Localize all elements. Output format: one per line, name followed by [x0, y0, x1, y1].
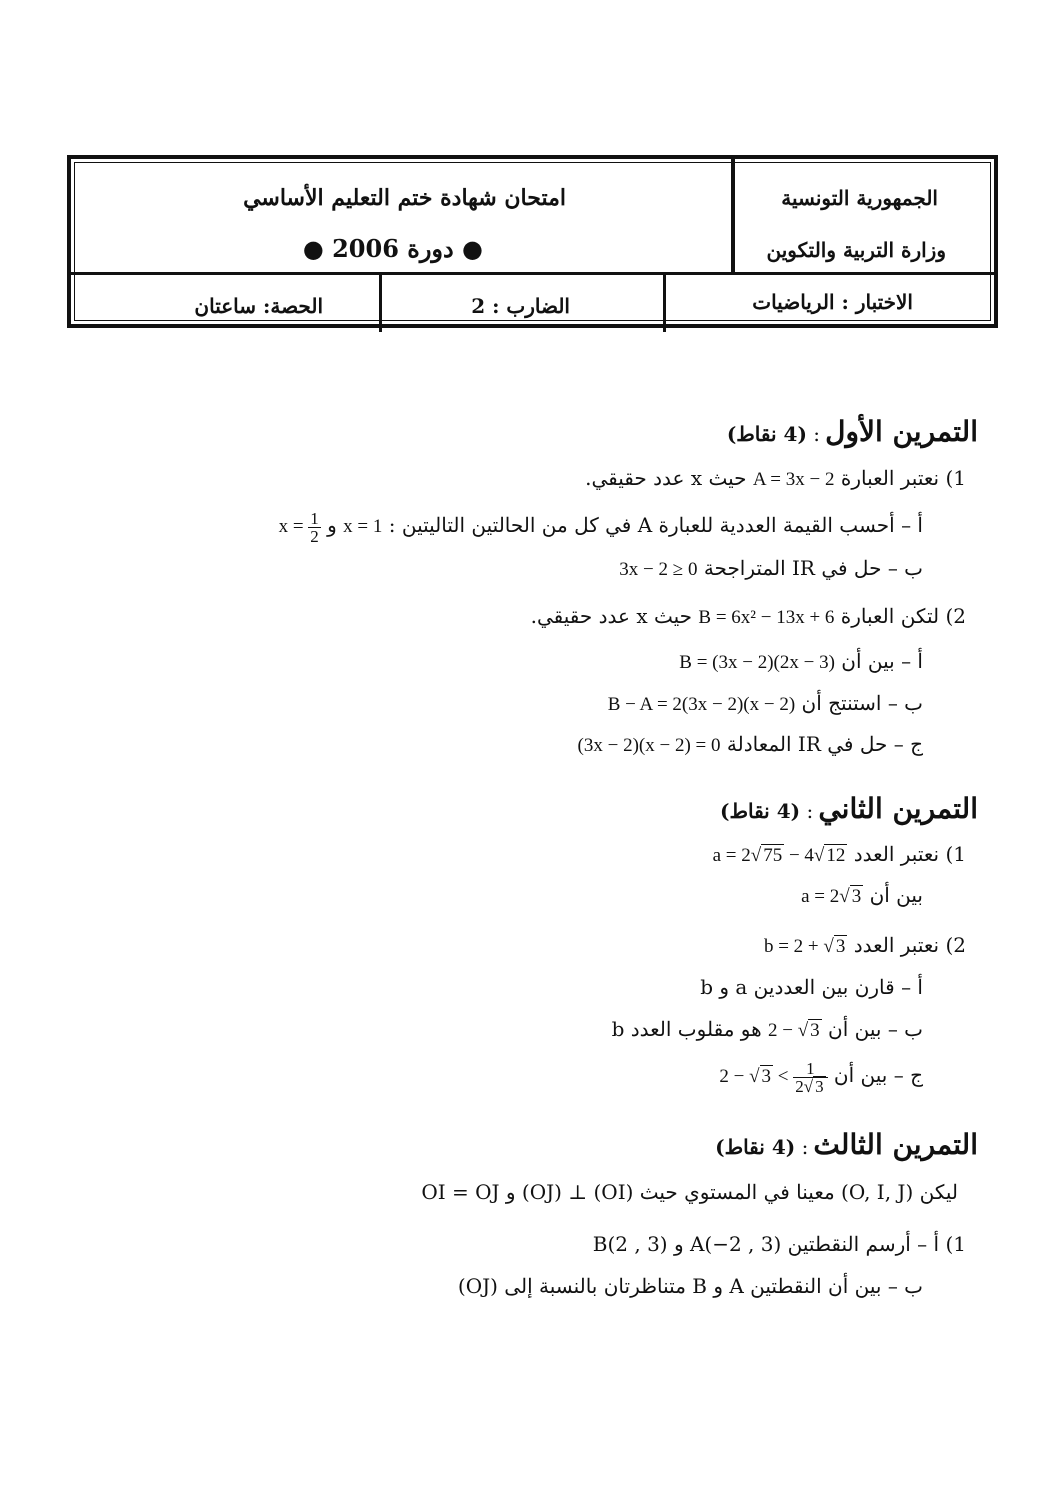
ex1-q2-num: 2) — [945, 604, 966, 628]
bullet-icon: ● — [302, 234, 333, 263]
ex1-q2: 2) لتكن العبارة B = 6x² − 13x + 6 حيث x عدد حقيقي. — [530, 604, 966, 628]
ex2-title: التمرين الثاني — [818, 792, 978, 825]
ex2-q1-expr: a = 2√ 75 − 4√ 12 — [712, 845, 846, 866]
ex2-q2c-expr: 2 − √ 3 < $\frac{1}{2√ 3}$ — [719, 1066, 827, 1087]
ex1-q1: 1) نعتبر العبارة A = 3x − 2 حيث x عدد حقيقي. — [585, 466, 966, 490]
ex3-q1b: ب – بين أن النقطتين A و B متناظرتان بالنسبة إلى (OJ) — [457, 1274, 923, 1298]
subject-label: الاختبار : الرياضيات — [752, 290, 913, 314]
header-divider-v2 — [379, 274, 382, 332]
ex1-q1a-frac-expr: x = $\frac{1}{2}$ — [278, 509, 319, 546]
ex2-q1: 1) نعتبر العدد a = 2√ 75 − 4√ 12 — [712, 842, 966, 866]
ex2-heading: التمرين الثاني : (4 نقاط) — [720, 792, 978, 825]
ex1-q2b: ب – استنتج أن B − A = 2(3x − 2)(x − 2) — [607, 691, 923, 715]
fraction: $\frac{1}{2√ 3}$ — [793, 1060, 827, 1095]
ex1-q1-expr: A = 3x − 2 — [752, 469, 835, 490]
ex3-intro: ليكن (O, I, J) معينا في المستوي حيث (OI) ⊥ (OJ) و OI = OJ — [421, 1180, 958, 1204]
ex3-heading: التمرين الثالث : (4 نقاط) — [715, 1128, 978, 1161]
ex1-q1a: أ – أحسب القيمة العددية للعبارة A في كل من الحالتين التاليتين : x = 1 و x = $\frac{1}{2}$ — [278, 509, 923, 546]
republic-label: الجمهورية التونسية — [781, 186, 938, 210]
duration-label: الحصة: ساعتان — [194, 294, 323, 318]
bullet-icon: ● — [453, 234, 483, 263]
coefficient-label: الضارب : 2 — [471, 294, 570, 318]
ex1-heading: التمرين الأول : (4 نقاط) — [726, 415, 978, 448]
ex3-q1a: 1) أ – أرسم النقطتين A(−2 , 3) و B(2 , 3) — [592, 1232, 966, 1256]
ex3-points: (4 نقاط) — [715, 1135, 796, 1159]
ex1-points: (4 نقاط) — [726, 422, 807, 446]
ex3-title: التمرين الثالث — [813, 1128, 978, 1161]
ex1-q1-num: 1) — [945, 466, 966, 490]
ex1-q1b: ب – حل في IR المتراجحة 3x − 2 ≥ 0 — [619, 556, 923, 580]
ex2-q2a: أ – قارن بين العددين a و b — [700, 975, 923, 999]
session-label: ● دورة 2006 ● — [302, 234, 483, 263]
ministry-label: وزارة التربية والتكوين — [766, 238, 946, 262]
header-divider-h — [71, 272, 994, 275]
ex1-title: التمرين الأول — [825, 415, 978, 448]
ex2-q2b: ب – بين أن 2 − √ 3 هو مقلوب العدد b — [611, 1017, 923, 1041]
ex2-q1-show: بين أن a = 2√ 3 — [801, 883, 923, 907]
ex2-q2: 2) نعتبر العدد b = 2 + √ 3 — [763, 933, 966, 957]
ex2-q2c: ج – بين أن 2 − √ 3 < $\frac{1}{2√ 3}$ — [719, 1059, 923, 1096]
ex1-q2c: ج – حل في IR المعادلة (3x − 2)(x − 2) = 0 — [577, 732, 923, 756]
header-divider-v1 — [731, 159, 735, 274]
ex2-points: (4 نقاط) — [720, 799, 801, 823]
fraction: $\frac{1}{2}$ — [310, 509, 319, 546]
ex1-q2a: أ – بين أن B = (3x − 2)(2x − 3) — [679, 649, 923, 673]
header-divider-v3 — [663, 274, 666, 332]
exam-title: امتحان شهادة ختم التعليم الأساسي — [243, 185, 566, 211]
